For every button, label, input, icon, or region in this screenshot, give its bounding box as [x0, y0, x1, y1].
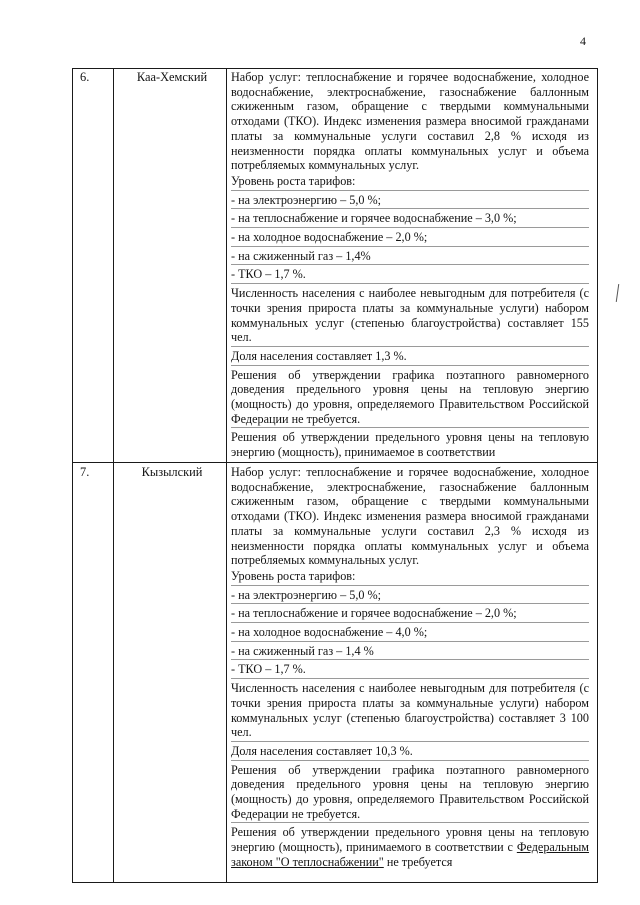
page-number: 4	[580, 34, 586, 48]
tariff-item: - на электроэнергию – 5,0 %;	[231, 190, 589, 208]
tariff-item: - на сжиженный газ – 1,4%	[231, 246, 589, 264]
decision-price-text: Решения об утверждении предельного уровня цены на тепловую энергию (мощность), принимаемое в соответствии	[231, 427, 589, 459]
tariff-item: - на теплоснабжение и горячее водоснабжение – 3,0 %;	[231, 208, 589, 226]
tariff-item: - на электроэнергию – 5,0 %;	[231, 585, 589, 603]
table-top-border	[72, 68, 598, 69]
tariff-item: - на сжиженный газ – 1,4 %	[231, 641, 589, 659]
decision-schedule-text: Решения об утверждении графика поэтапного равномерного доведения предельного уровня цены на тепловую энергию (мощность) до уровня, определяемого Правительством Российской Федерации не требуется.	[231, 760, 589, 822]
district-name: Кызылский	[141, 465, 203, 479]
population-share: Доля населения составляет 1,3 %.	[231, 346, 589, 364]
tariff-heading: Уровень роста тарифов:	[231, 568, 356, 583]
population-share: Доля населения составляет 10,3 %.	[231, 741, 589, 759]
decision-price-lead: Решения об утверждении предельного уровня цены на тепловую энергию (мощность), принимаемого в соответствии с	[231, 825, 589, 855]
population-text: Численность населения с наиболее невыгодным для потребителя (с точки зрения прироста платы за коммунальные услуги) набором коммунальных услуг (степенью благоустройства) составляет 155 чел.	[231, 283, 589, 345]
district-name: Каа-Хемский	[136, 70, 208, 84]
tariff-item: - на холодное водоснабжение – 2,0 %;	[231, 227, 589, 245]
tariff-item: - ТКО – 1,7 %.	[231, 264, 589, 282]
tariff-item: - на теплоснабжение и горячее водоснабжение – 2,0 %;	[231, 603, 589, 621]
decision-schedule-text: Решения об утверждении графика поэтапного равномерного доведения предельного уровня цены на тепловую энергию (мощность) до уровня, определяемого Правительством Российской Федерации не требуется.	[231, 365, 589, 427]
table-left-border	[72, 68, 73, 883]
decision-price-tail: не требуется	[383, 854, 453, 869]
service-set-text: Набор услуг: теплоснабжение и горячее водоснабжение, холодное водоснабжение, электроснабжение, газоснабжение баллонным сжиженным газом, обращение с твердыми коммунальными отходами (ТКО). Индекс изменения размера вносимой гражданами платы за коммунальные услуги составил 2,3 % исходя из неизменности порядка оплаты коммунальных услуг и объема потребляемых коммунальных услуг.	[231, 465, 589, 568]
service-set-text: Набор услуг: теплоснабжение и горячее водоснабжение, холодное водоснабжение, электроснабжение, газоснабжение баллонным сжиженным газом, обращение с твердыми коммунальными отходами (ТКО). Индекс изменения размера вносимой гражданами платы за коммунальные услуги составил 2,8 % исходя из неизменности порядка оплаты коммунальных услуг и объема потребляемых коммунальных услуг.	[231, 70, 589, 173]
row-divider	[72, 462, 598, 463]
tariff-item: - ТКО – 1,7 %.	[231, 659, 589, 677]
table-right-border	[597, 68, 598, 883]
federal-law-link[interactable]: Федеральным законом "О теплоснабжении"	[231, 840, 589, 869]
column-divider-1	[113, 68, 114, 883]
margin-mark	[616, 284, 619, 302]
row-content	[231, 465, 589, 871]
population-text: Численность населения с наиболее невыгодным для потребителя (с точки зрения прироста платы за коммунальные услуги) набором коммунальных услуг (степенью благоустройства) составляет 3 100 чел.	[231, 678, 589, 740]
tariff-heading: Уровень роста тарифов:	[231, 173, 356, 188]
tariff-item: - на холодное водоснабжение – 4,0 %;	[231, 622, 589, 640]
table-bottom-border	[72, 882, 598, 883]
row-content	[231, 70, 589, 461]
row-number: 7.	[80, 465, 90, 479]
decision-price-text	[231, 822, 589, 869]
column-divider-2	[226, 68, 227, 883]
row-number: 6.	[80, 70, 90, 84]
